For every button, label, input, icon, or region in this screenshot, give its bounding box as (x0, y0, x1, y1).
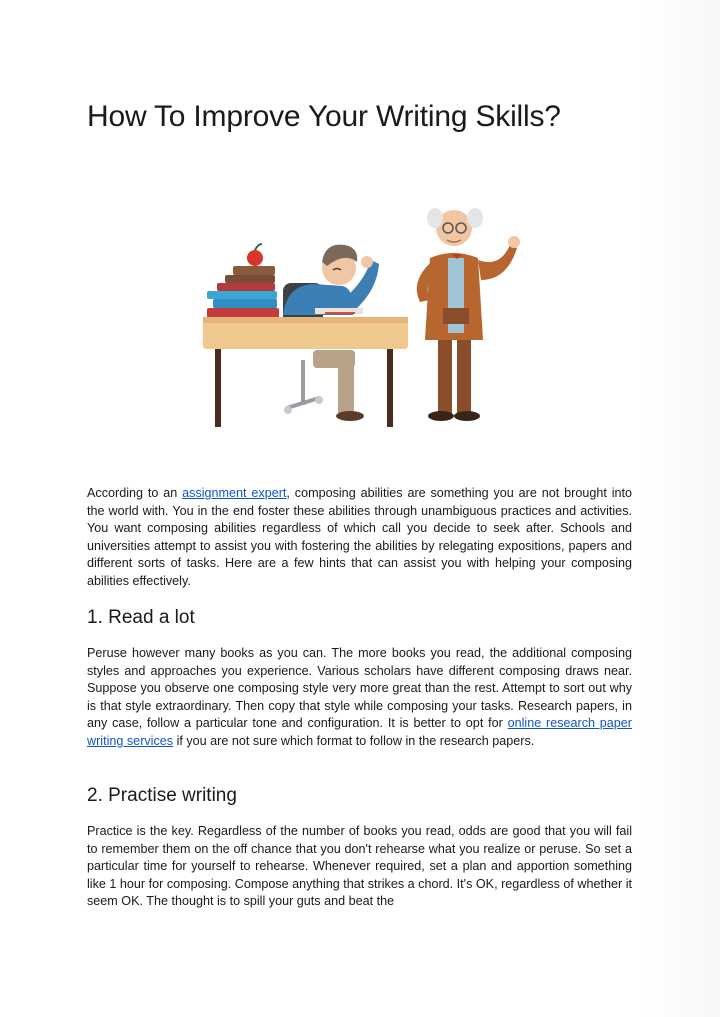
section2-paragraph: Practice is the key. Regardless of the number of books you read, odds are good that you will fail to remember them on the off chance that you don't rehearse what you realize or peruse. So set a particular time for yourself to rehearse. Whenever required, set a plan and apportion something like 1 hour for composing. Compose anything that strikes a chord. It's OK, regardless of whether it seem OK. The thought is to spill your guts and beat the (87, 824, 632, 909)
student-teacher-illustration (195, 190, 535, 435)
section1-text-after: if you are not sure which format to follow in the research papers. (173, 733, 535, 748)
page-title: How To Improve Your Writing Skills? (87, 100, 561, 133)
assignment-expert-link[interactable]: assignment expert (182, 486, 287, 500)
research-paper-services-link[interactable]: online research paper writing services (87, 716, 632, 748)
page-edge-shade (640, 0, 720, 1017)
section1-text-before: Peruse however many books as you can. The more books you read, the additional composing styles and approaches you experience. Various scholars have different composing draws near. Suppose you observe one composing style very more great than the rest. Attempt to sort out why is that style extraordinary. Then copy that style while composing your tasks. Research papers, in any case, follow a particular tone and configuration. It is better to opt for (87, 646, 632, 731)
section1-paragraph (87, 645, 632, 751)
intro-text-before: According to an (87, 486, 183, 500)
section-heading-practise: 2. Practise writing (87, 785, 237, 806)
intro-text-after: , composing abilities are something you are not brought into the world with. You in the end foster these abilities through unambiguous practices and activities. You want composing abilities regardless of which call you decide to seek after. Schools and universities attempt to assist you with fostering the abilities by relegating expositions, papers and different sorts of tasks. Here are a few hints that can assist you with helping your composing abilities effectively. (87, 486, 633, 588)
intro-paragraph (87, 485, 632, 591)
section-heading-read: 1. Read a lot (87, 607, 195, 628)
